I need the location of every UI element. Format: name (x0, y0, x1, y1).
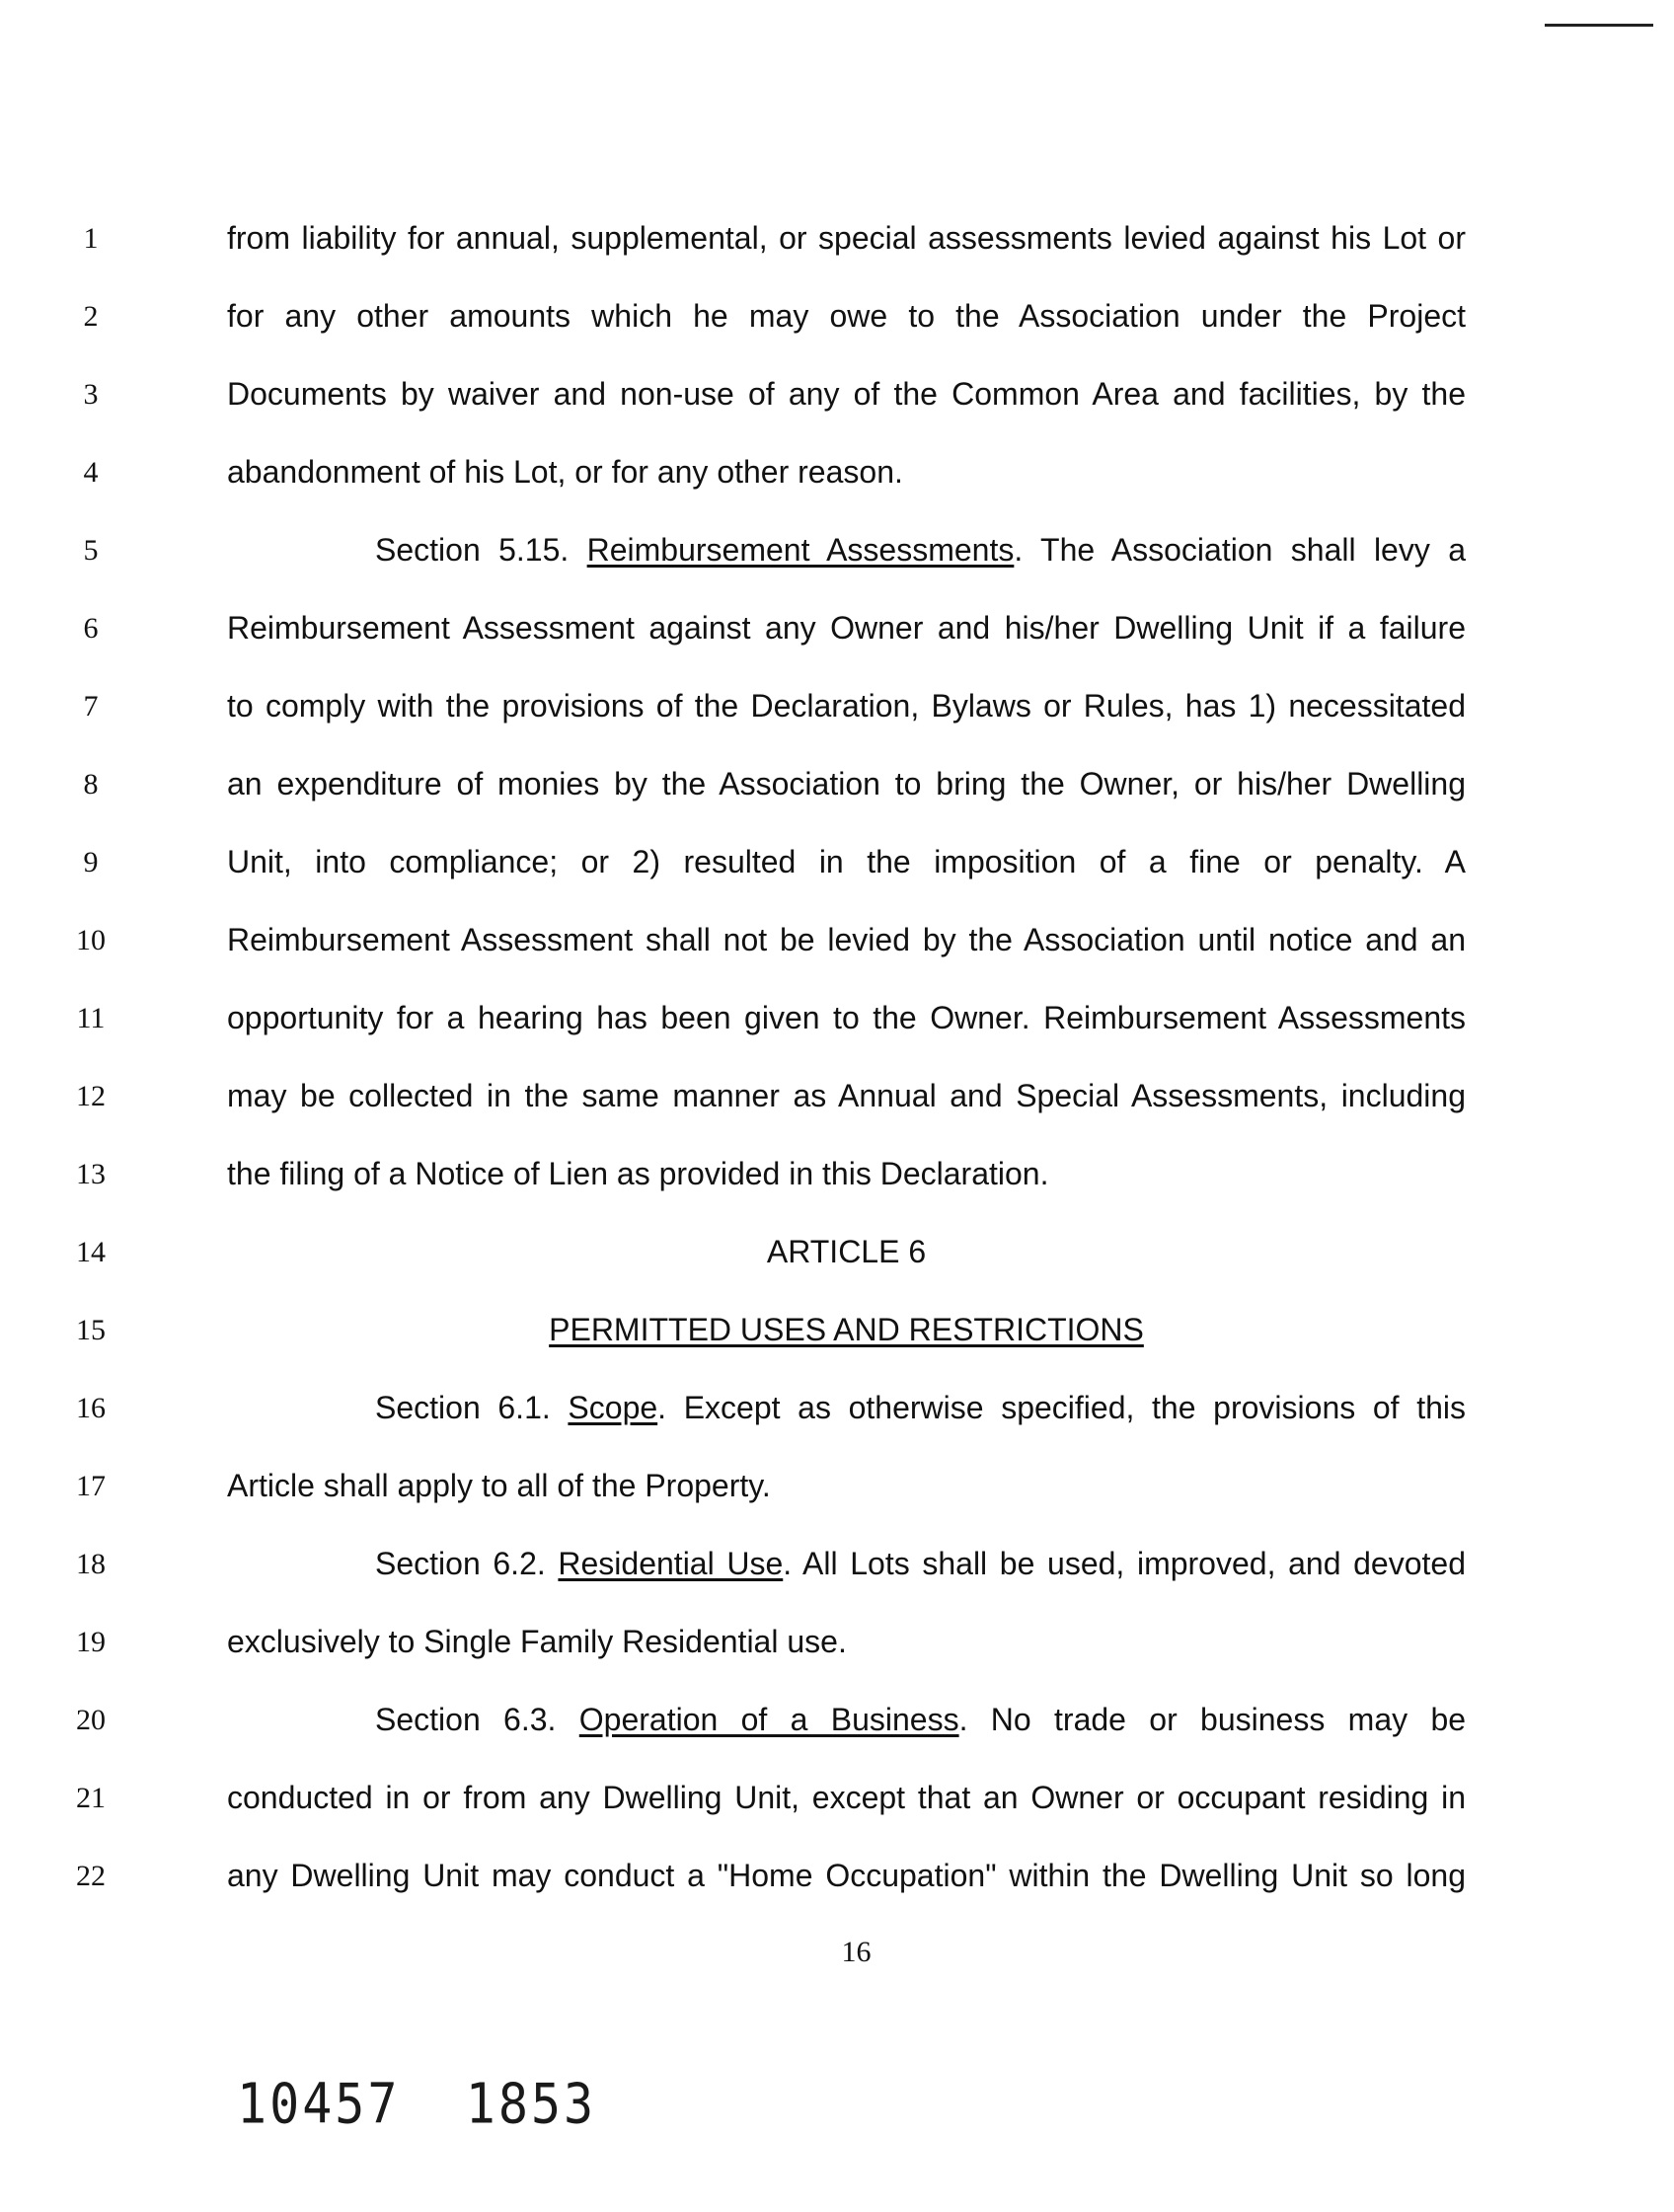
line-number: 12 (76, 1080, 106, 1112)
line-number: 6 (83, 612, 99, 645)
text-line: the filing of a Notice of Lien as provided in this Declaration. (227, 1156, 1049, 1191)
article-number: ARTICLE 6 (766, 1234, 927, 1269)
article-title-text: PERMITTED USES AND RESTRICTIONS (549, 1312, 1144, 1347)
line-number: 13 (76, 1158, 106, 1190)
section-heading: Reimbursement Assessments (586, 532, 1015, 568)
line-number: 16 (76, 1392, 106, 1424)
text-line: Unit, into compliance; or 2) resulted in the imposition of a fine or penalty. A (227, 844, 1466, 879)
text-line: from liability for annual, supplemental, or special assessments levied against his Lot or (227, 220, 1466, 256)
line-number: 4 (83, 456, 99, 489)
line-number: 14 (76, 1236, 106, 1268)
line-number: 22 (76, 1860, 106, 1892)
section-6-2-line (227, 1546, 1466, 1581)
line-number: 9 (83, 846, 99, 878)
text-line: an expenditure of monies by the Association to bring the Owner, or his/her Dwelling (227, 766, 1466, 801)
article-title (227, 1312, 1466, 1347)
section-number: Section 6.3. (375, 1702, 557, 1737)
section-6-3-line (227, 1702, 1466, 1737)
text-line: Reimbursement Assessment shall not be levied by the Association until notice and an (227, 922, 1466, 957)
page-number: 16 (841, 1936, 872, 1968)
section-text: . Except as otherwise specified, the provisions of this (657, 1390, 1467, 1425)
text-line: to comply with the provisions of the Declaration, Bylaws or Rules, has 1) necessitated (227, 688, 1466, 724)
section-text: . No trade or business may be (958, 1702, 1467, 1737)
line-number: 11 (76, 1002, 106, 1034)
top-corner-rule (1545, 24, 1653, 27)
recording-book-number: 10457 (237, 2072, 401, 2137)
line-number: 7 (83, 690, 99, 723)
line-number: 17 (76, 1470, 106, 1502)
text-line: Reimbursement Assessment against any Owner and his/her Dwelling Unit if a failure (227, 610, 1466, 646)
section-heading: Residential Use (558, 1546, 784, 1581)
section-6-1-line (227, 1390, 1466, 1425)
line-number: 19 (76, 1626, 106, 1658)
line-number: 15 (76, 1314, 106, 1346)
text-line: Article shall apply to all of the Property. (227, 1468, 771, 1503)
section-number: Section 5.15. (375, 532, 570, 568)
line-number: 5 (83, 534, 99, 567)
recording-stamp (237, 2071, 596, 2137)
line-number: 3 (83, 378, 99, 411)
line-number: 1 (83, 222, 99, 255)
section-text: . All Lots shall be used, improved, and devoted (783, 1546, 1466, 1581)
line-number: 2 (83, 300, 99, 333)
text-line: conducted in or from any Dwelling Unit, except that an Owner or occupant residing in (227, 1780, 1466, 1815)
text-line: opportunity for a hearing has been given to the Owner. Reimbursement Assessments (227, 1000, 1466, 1035)
section-number: Section 6.2. (375, 1546, 546, 1581)
text-line: may be collected in the same manner as Annual and Special Assessments, including (227, 1078, 1466, 1113)
line-number: 10 (76, 924, 106, 956)
text-line: for any other amounts which he may owe to the Association under the Project (227, 298, 1466, 334)
line-number: 20 (76, 1704, 106, 1736)
line-number: 18 (76, 1548, 106, 1580)
section-heading: Scope (568, 1390, 658, 1425)
section-text: . The Association shall levy a (1014, 532, 1466, 568)
line-number: 8 (83, 768, 99, 801)
section-heading: Operation of a Business (578, 1702, 959, 1737)
section-5-15-line (227, 532, 1466, 568)
text-line: exclusively to Single Family Residential use. (227, 1624, 847, 1659)
text-line: Documents by waiver and non-use of any of the Common Area and facilities, by the (227, 376, 1466, 412)
line-number: 21 (76, 1782, 106, 1814)
section-number: Section 6.1. (375, 1390, 551, 1425)
recording-page-number: 1853 (465, 2072, 597, 2137)
text-line: abandonment of his Lot, or for any other reason. (227, 454, 903, 490)
text-line: any Dwelling Unit may conduct a "Home Occupation" within the Dwelling Unit so long (227, 1858, 1466, 1893)
